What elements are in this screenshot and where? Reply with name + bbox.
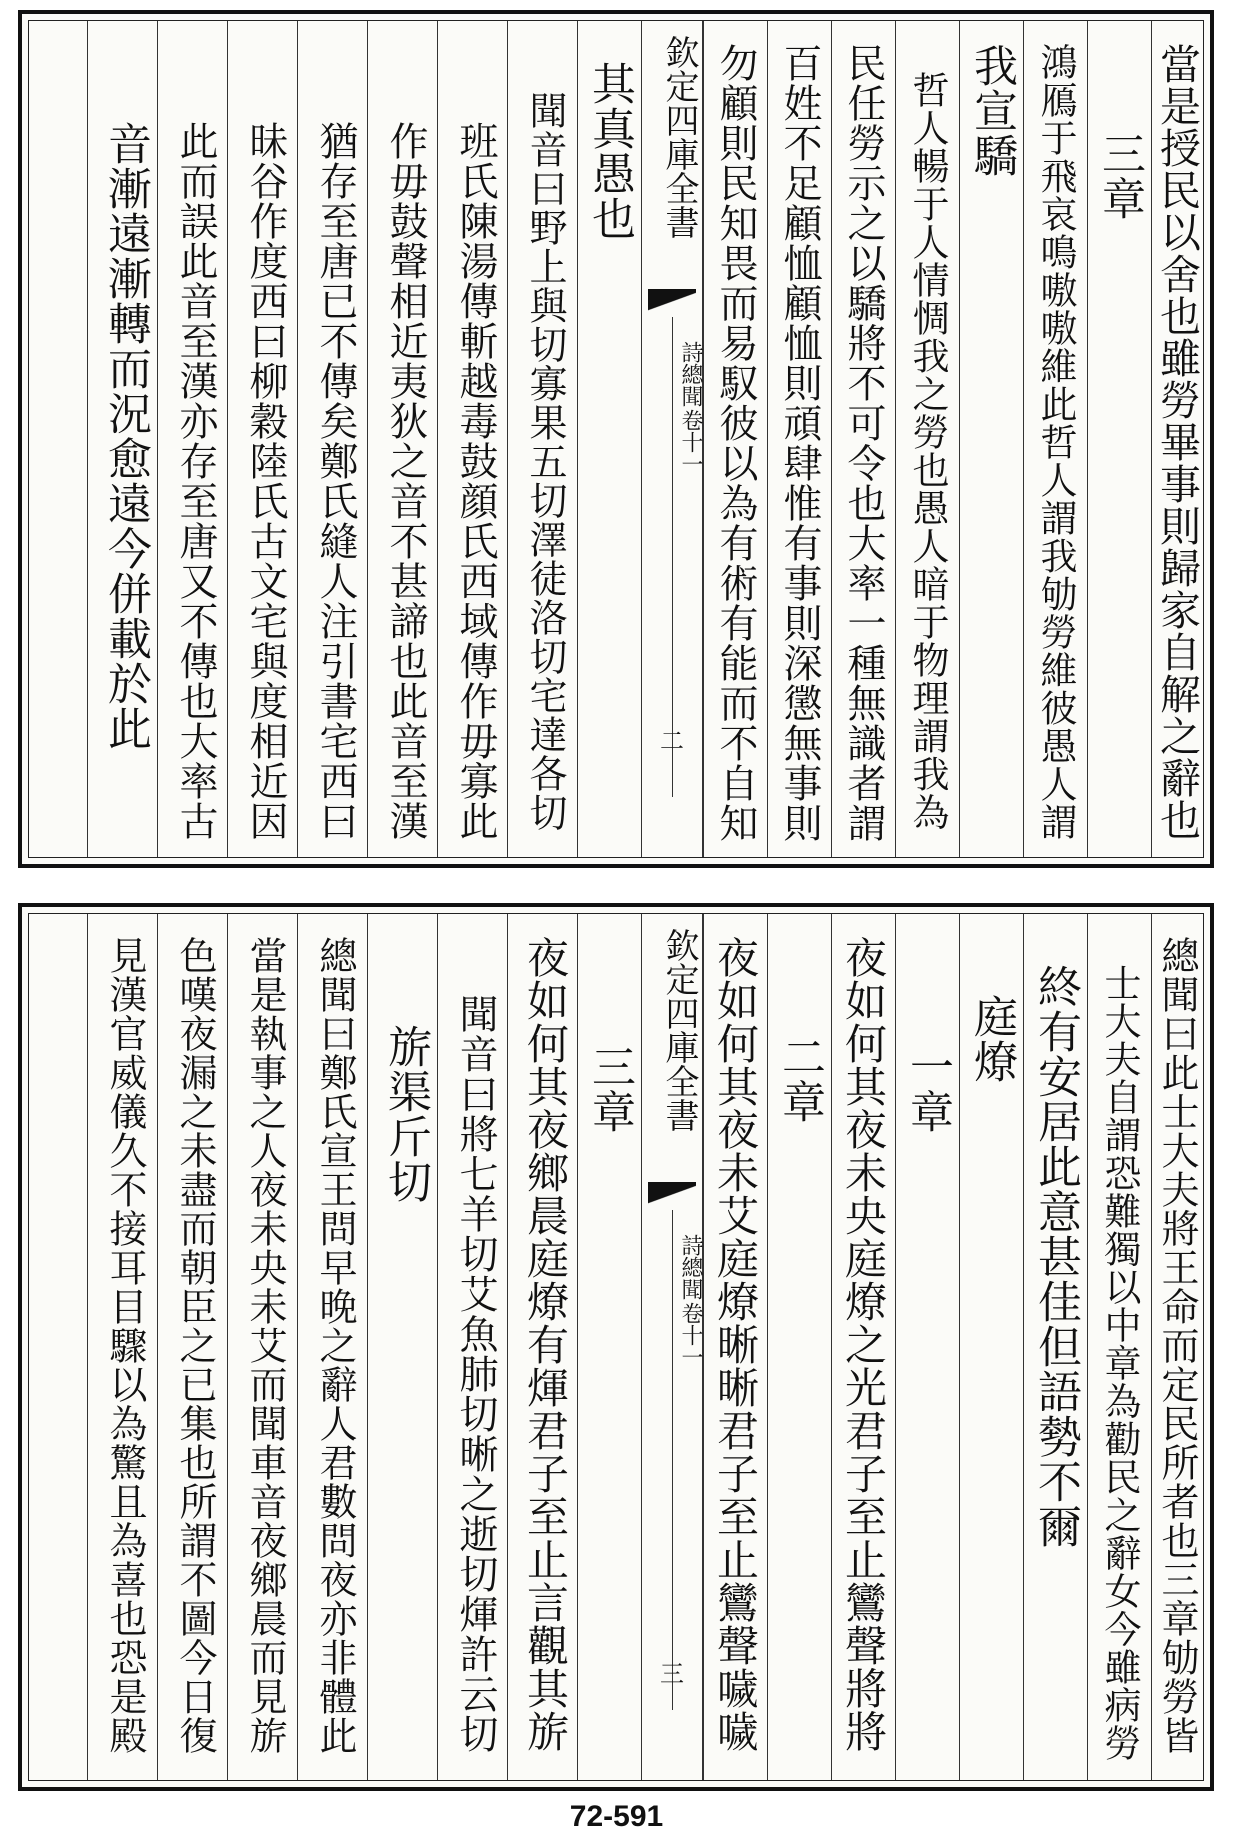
- text-column: [227, 21, 297, 857]
- column-text: 色嘆夜漏之未盡而朝臣之已集也所謂不圖今日復: [173, 936, 217, 1755]
- blank-column: [29, 21, 87, 857]
- text-column: [767, 21, 831, 857]
- column-text: 當是執事之人夜未央未艾而聞車音夜鄉晨而見旂: [243, 936, 287, 1755]
- text-column: [1087, 21, 1151, 857]
- column-text: 見漢官威儀久不接耳目驟以為驚且為喜也恐是殿: [103, 936, 147, 1755]
- fold-title: 欽定四庫全書: [659, 928, 699, 1132]
- text-column: [577, 21, 641, 857]
- text-column: [297, 21, 367, 857]
- column-text: 聞音曰將七羊切艾魚肺切晰之逝切煇許云切: [453, 994, 498, 1754]
- column-text: 班氏陳湯傳斬越毒鼓顔氏西域傳作毋寡此: [453, 121, 498, 841]
- text-column: [437, 21, 507, 857]
- column-text: 鴻鴈于飛哀鳴嗷嗷維此哲人謂我劬勞維彼愚人謂: [1034, 43, 1077, 841]
- text-column: [507, 21, 577, 857]
- text-column: [507, 914, 577, 1780]
- fold-book-volume: [642, 1234, 702, 1368]
- text-column: [297, 914, 367, 1780]
- column-text: 終有安居此意甚佳但語勢不爾: [1030, 964, 1081, 1549]
- column-text: 夜如何其夜未艾庭燎晰晰君子至止鸞聲噦噦: [711, 936, 760, 1753]
- text-column: [1151, 914, 1209, 1780]
- fold-book: 詩總聞: [678, 1234, 703, 1300]
- column-text: 民任勞示之以驕將不可令也大率一種無識者謂: [841, 43, 886, 843]
- text-column: [767, 914, 831, 1780]
- fold-volume: 卷十一: [678, 1302, 703, 1368]
- text-column: [157, 914, 227, 1780]
- column-text: 作毋鼓聲相近夷狄之音不甚諦也此音至漢: [383, 121, 428, 841]
- column-text: 二章: [774, 1034, 825, 1124]
- column-text: 昧谷作度西曰柳穀陸氏古文宅與度相近因: [243, 121, 288, 841]
- bottom-page-frame: [28, 913, 1204, 1781]
- top-page: [18, 10, 1214, 868]
- text-column: [437, 914, 507, 1780]
- column-text: 庭燎: [966, 994, 1017, 1084]
- text-column: [959, 21, 1023, 857]
- text-column: [87, 914, 157, 1780]
- text-column: [577, 914, 641, 1780]
- column-text: 我宣驕: [966, 43, 1017, 178]
- column-text: 夜如何其夜鄉晨庭燎有煇君子至止言觀其旂: [521, 936, 570, 1753]
- page-number: 72-591: [569, 1800, 664, 1833]
- column-text: 一章: [902, 1044, 953, 1134]
- fold-page-number: 三: [660, 1660, 684, 1688]
- fold-book-volume: [642, 341, 702, 475]
- fold-title: 欽定四庫全書: [659, 35, 699, 239]
- text-column: [895, 21, 959, 857]
- column-text: 勿顧則民知畏而易馭彼以為有術有能而不自知: [713, 43, 758, 843]
- text-column: [1023, 914, 1087, 1780]
- text-column: [367, 21, 437, 857]
- column-text: 總聞曰鄭氏宣王問早晚之辭人君數問夜亦非體此: [313, 936, 357, 1755]
- fold-page-number: 二: [660, 727, 684, 755]
- text-column: [703, 914, 767, 1780]
- column-text: 夜如何其夜未央庭燎之光君子至止鸞聲將將: [839, 936, 888, 1753]
- fold-volume: 卷十一: [678, 409, 703, 475]
- text-column: [367, 914, 437, 1780]
- text-column: [1087, 914, 1151, 1780]
- fold-book: 詩總聞: [678, 341, 703, 407]
- text-column: [959, 914, 1023, 1780]
- text-column: [831, 21, 895, 857]
- column-text: 聞音曰野上與切寡果五切澤徒洛切宅達各切: [523, 91, 567, 832]
- column-text: 其真愚也: [584, 61, 635, 241]
- column-text: 士大夫自謂恐難獨以中章為勸民之辭女今雖病勞: [1098, 964, 1141, 1762]
- text-column: [703, 21, 767, 857]
- column-text: 百姓不足顧恤顧恤則頑肆惟有事則深懲無事則: [777, 43, 822, 843]
- column-text: 音漸遠漸轉而況愈遠今併載於此: [100, 121, 151, 751]
- column-text: 總聞曰此士大夫將王命而定民所者也三章劬勞皆: [1155, 936, 1199, 1755]
- column-text: 三章: [584, 1044, 635, 1134]
- column-text: 當是授民以舍也雖勞畢事則歸家自解之辭也: [1153, 43, 1201, 841]
- column-text: 此而誤此音至漢亦存至唐又不傳也大率古: [173, 121, 218, 841]
- text-column: [831, 914, 895, 1780]
- top-page-frame: [28, 20, 1204, 858]
- text-column: [227, 914, 297, 1780]
- text-column: [895, 914, 959, 1780]
- column-text: 猶存至唐已不傳矣鄭氏縫人注引書宅西曰: [313, 121, 358, 841]
- column-text: 三章: [1094, 131, 1145, 221]
- fish-tail-icon: [648, 289, 696, 315]
- text-column: [87, 21, 157, 857]
- column-text: 哲人暢于人情惆我之勞也愚人暗于物理謂我為: [906, 71, 949, 831]
- fish-tail-icon: [648, 1182, 696, 1208]
- fold-column: [641, 21, 703, 857]
- fold-column: [641, 914, 703, 1780]
- text-column: [1023, 21, 1087, 857]
- text-column: [1151, 21, 1209, 857]
- bottom-page: [18, 903, 1214, 1791]
- blank-column: [29, 914, 87, 1780]
- column-text: 旂渠斤切: [380, 1024, 431, 1204]
- text-column: [157, 21, 227, 857]
